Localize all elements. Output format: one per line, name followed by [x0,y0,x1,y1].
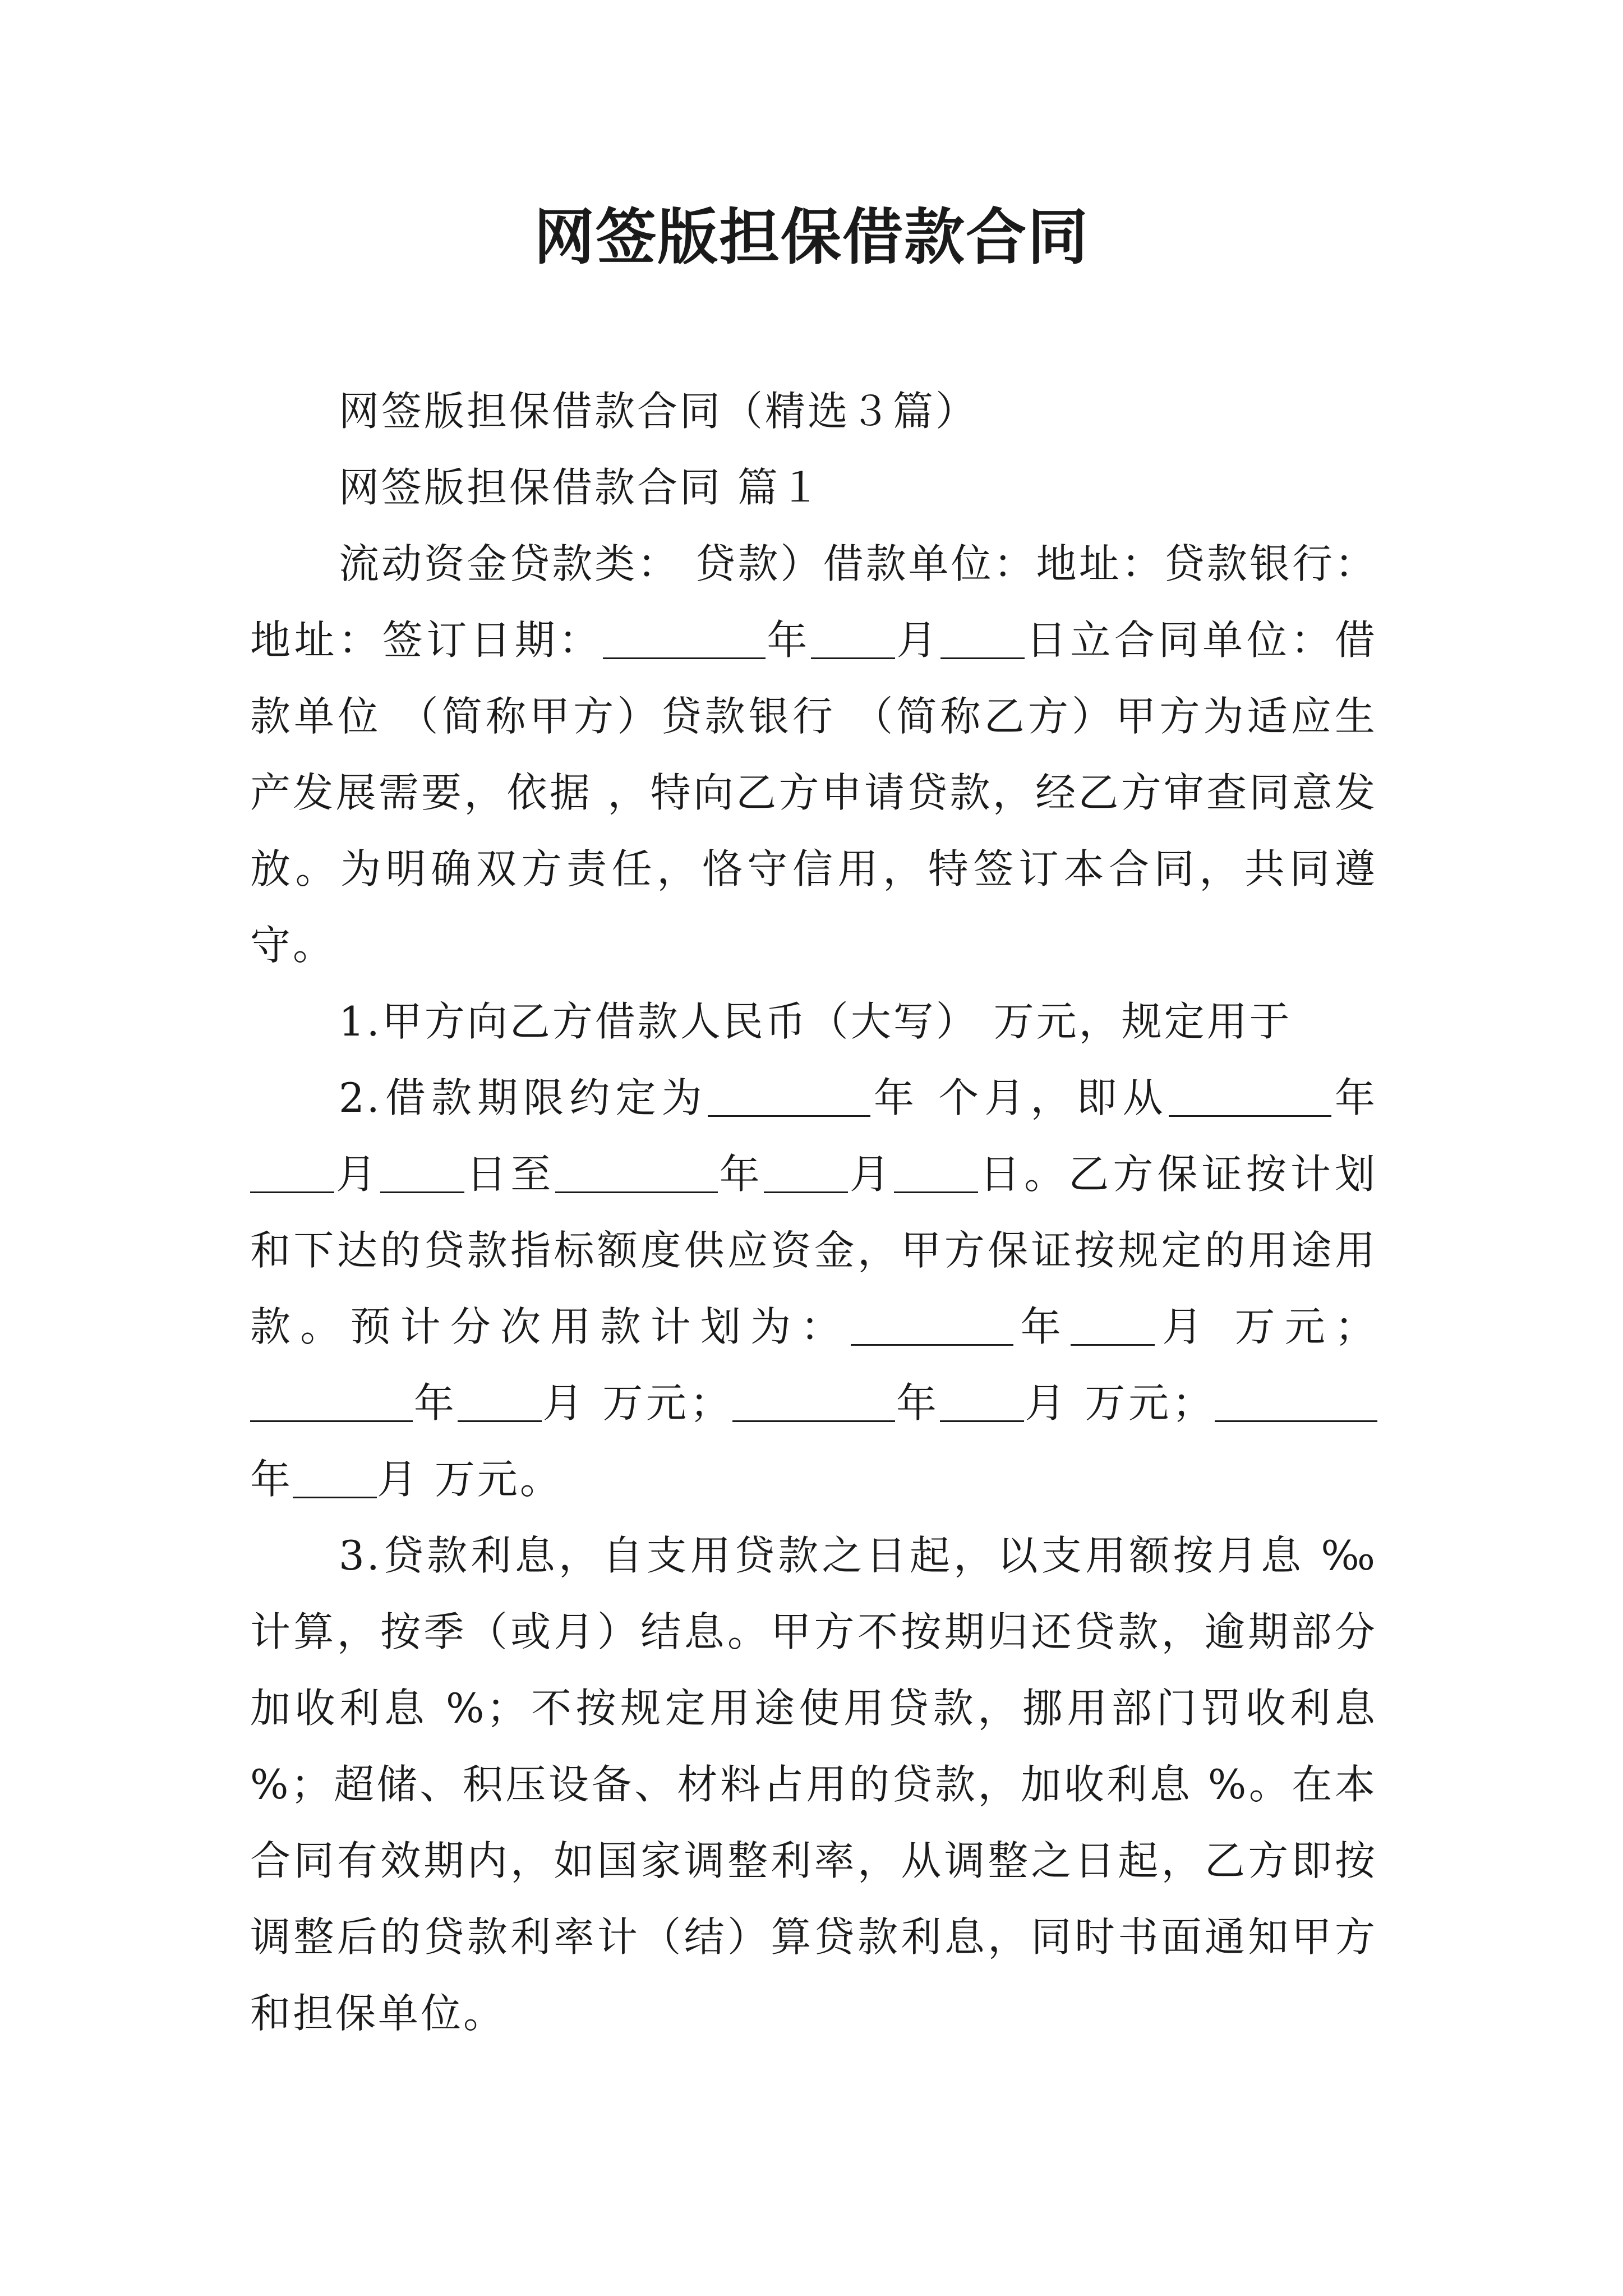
blank-line [250,1384,413,1422]
document-title: 网签版担保借款合同 [533,202,1089,273]
clause2-text-a: 2.借款期限约定为 [339,1074,708,1121]
intro-text-b: 日立合同单位：借款单位 （简称甲方）贷款银行 （简称乙方）甲方为适应生产发展需要，依据 ，特向乙方申请贷款，经乙方审查同意发放。为明确双方责任，恪守信用，特签订本合同，共同遵守。 [250,616,1377,969]
clause2-text-f: 年 [717,1151,764,1198]
plan-year: 年 [1013,1303,1071,1350]
blank-line [940,1384,1024,1422]
blank-line [894,1155,978,1193]
plan-year: 年 [413,1379,458,1427]
blank-line [811,621,895,659]
blank-line [1071,1308,1155,1346]
plan-year: 年 [250,1456,293,1503]
plan-month-amount: 月 万元 [377,1456,520,1503]
clause2-text-h: 日。乙方保证按计划和下达的贷款指标额度供应资金，甲方保证按规定的用途用款。预计分次用款计划为： [250,1151,1377,1350]
intro-paragraph [250,526,1377,983]
blank-line [732,1384,895,1422]
plan-separator: ； [1334,1303,1377,1350]
clause-3: 3.贷款利息，自支用贷款之日起，以支用额按月息 ‰计算，按季（或月）结息。甲方不按期归还贷款，逾期部分加收利息 %；不按规定用途使用贷款，挪用部门罚收利息 %；超储、积压设备、材料占用的贷款，加收利息 %。在本合同有效期内，如国家调整利率，从调整之日起，乙方即按调整后的贷款利率计（结）算贷款利息，同时书面通知甲方和担保单位。 [250,1532,1377,2037]
clause2-text-c: 年 [1331,1074,1377,1121]
section-heading: 网签版担保借款合同 篇１ [339,464,823,511]
blank-line [940,621,1025,659]
blank-line [708,1079,870,1117]
clause2-text-e: 日至 [464,1151,555,1198]
blank-line [1169,1079,1331,1117]
blank-line [764,1155,848,1193]
intro-month: 月 [895,616,941,664]
document-body [250,373,1377,2051]
intro-year: 年 [765,616,811,664]
plan-month-amount: 月 万元 [1023,1379,1172,1427]
blank-line [851,1308,1013,1346]
blank-line [1215,1384,1377,1422]
plan-month-amount: 月 万元 [1155,1303,1335,1350]
clause2-text-g: 月 [847,1151,894,1198]
subtitle: 网签版担保借款合同（精选３篇） [339,388,979,435]
clause-2 [250,1060,1377,1517]
blank-line [250,1155,334,1193]
blank-line [458,1384,542,1422]
plan-separator: ； [689,1379,732,1427]
blank-line [555,1155,718,1193]
clause-1: 1.甲方向乙方借款人民币（大写） 万元，规定用于 [339,998,1292,1045]
plan-month-amount: 月 万元 [541,1379,690,1427]
clause2-text-d: 月 [334,1151,381,1198]
blank-line [603,621,766,659]
plan-separator: ； [1172,1379,1215,1427]
blank-line [293,1460,377,1498]
plan-year: 年 [895,1379,940,1427]
blank-line [380,1155,464,1193]
clause2-text-b: 年 个月，即从 [870,1074,1169,1121]
plan-end: 。 [519,1456,562,1503]
intro-text-a: 流动资金贷款类： 贷款）借款单位：地址：贷款银行：地址：签订日期： [250,540,1377,664]
